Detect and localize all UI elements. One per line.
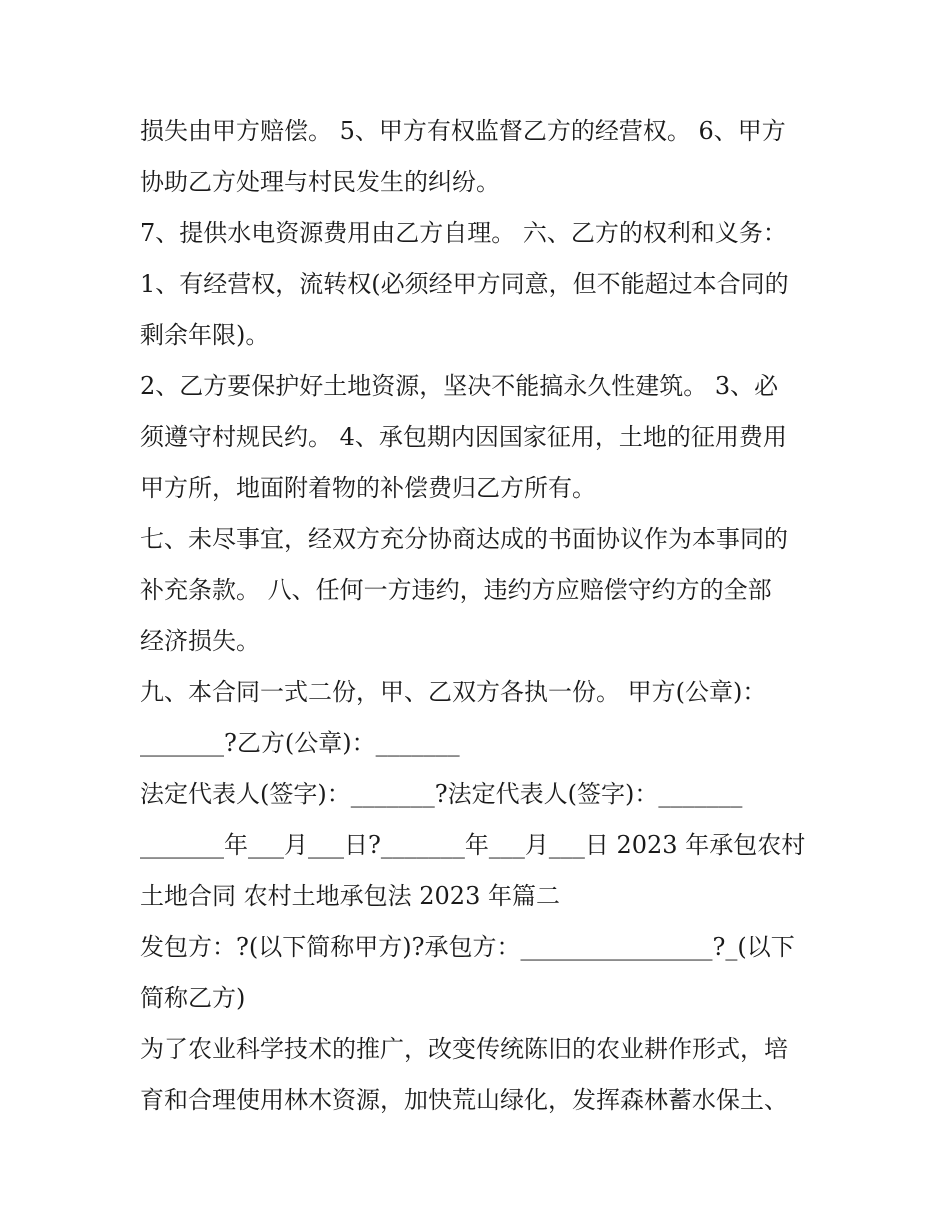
text-line: 甲方所，地面附着物的补偿费归乙方所有。 <box>140 474 596 502</box>
text-line: 育和合理使用林木资源，加快荒山绿化，发挥森林蓄水保土、 <box>140 1086 788 1114</box>
text-line: 补充条款。 八、任何一方违约，违约方应赔偿守约方的全部 <box>140 576 772 604</box>
text-line: 7、提供水电资源费用由乙方自理。 六、乙方的权利和义务： <box>140 219 787 247</box>
signature-line: _______?乙方(公章)：_______ <box>140 729 460 757</box>
text-line: 2、乙方要保护好土地资源，坚决不能搞永久性建筑。 3、必 <box>140 372 779 400</box>
text-line: 损失由甲方赔偿。 5、甲方有权监督乙方的经营权。 6、甲方 <box>140 117 786 145</box>
text-line: 经济损失。 <box>140 627 260 655</box>
party-line: 发包方：?(以下简称甲方)?承包方：________________?_(以下 <box>140 933 795 961</box>
section-title: 土地合同 农村土地承包法 2023 年篇二 <box>140 882 560 910</box>
text-line: 剩余年限)。 <box>140 321 270 349</box>
date-line: _______年___月___日?_______年___月___日 2023 年承包农村 <box>140 831 806 859</box>
text-line: 七、未尽事宜，经双方充分协商达成的书面协议作为本事同的 <box>140 525 788 553</box>
text-line: 协助乙方处理与村民发生的纠纷。 <box>140 168 500 196</box>
text-line: 1、有经营权，流转权(必须经甲方同意，但不能超过本合同的 <box>140 270 789 298</box>
signature-line: 法定代表人(签字)：_______?法定代表人(签字)：_______ <box>140 780 743 808</box>
text-line: 九、本合同一式二份，甲、乙双方各执一份。 甲方(公章)： <box>140 678 767 706</box>
party-line: 简称乙方) <box>140 984 246 1012</box>
text-line: 须遵守村规民约。 4、承包期内因国家征用，土地的征用费用 <box>140 423 787 451</box>
contract-text <box>140 106 830 1126</box>
text-line: 为了农业科学技术的推广，改变传统陈旧的农业耕作形式，培 <box>140 1035 788 1063</box>
